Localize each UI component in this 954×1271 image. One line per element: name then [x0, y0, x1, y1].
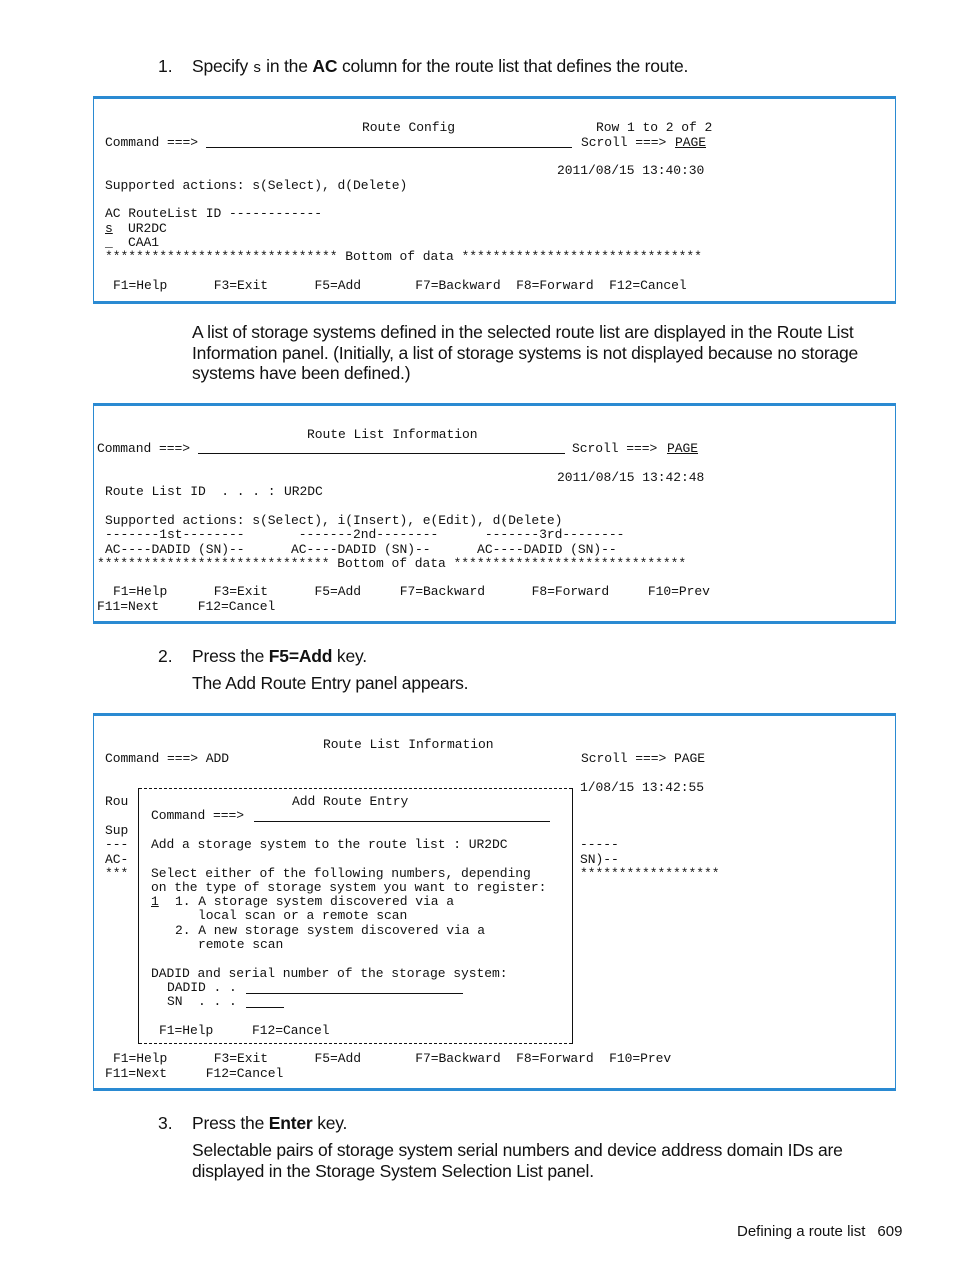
- step-number: 2.: [158, 646, 173, 666]
- dialog-title: Add Route Entry: [292, 794, 409, 809]
- action-field[interactable]: s: [105, 221, 113, 236]
- scroll-label: Scroll ===>: [581, 135, 667, 150]
- command-input[interactable]: [206, 147, 572, 148]
- rows-info: Row 1 to 2 of 2: [596, 120, 713, 135]
- paragraph: A list of storage systems defined in the selected route list are displayed in the Route List Information panel. (Initially, a list of storage systems is not displayed because no storage systems have been defined.): [192, 322, 859, 383]
- step-result: Selectable pairs of storage system serial numbers and device address domain IDs are displayed in the Storage System Selection List panel.: [192, 1140, 843, 1181]
- command-label: Command ===>: [105, 135, 199, 150]
- list-header: AC RouteList ID ------------: [105, 206, 323, 221]
- dadid-label: DADID . .: [167, 980, 237, 995]
- instruction-text: Select either of the following numbers, depending: [151, 866, 531, 881]
- scroll-label: Scroll ===>: [572, 441, 658, 456]
- step-number: 1.: [158, 56, 173, 76]
- function-keys: F11=Next F12=Cancel: [97, 599, 276, 614]
- page-footer: [737, 1223, 902, 1240]
- step-text-part: Press the: [192, 646, 269, 666]
- panel-title: Route Config: [362, 120, 456, 135]
- sn-label: SN . . .: [167, 994, 237, 1009]
- bold-term: AC: [312, 56, 338, 76]
- command-input[interactable]: [198, 453, 565, 454]
- dialog-bottom-border: [139, 1043, 572, 1044]
- scroll-value[interactable]: PAGE: [667, 441, 699, 456]
- choice-input[interactable]: 1: [151, 894, 159, 909]
- background-fragment: ---: [105, 837, 129, 852]
- dadid-input[interactable]: [246, 993, 463, 994]
- page-number: 609: [877, 1223, 903, 1240]
- background-fragment: SN)--: [580, 852, 619, 867]
- routelist-id: CAA1: [128, 235, 160, 250]
- bold-term: F5=Add: [268, 646, 333, 666]
- column-groups: -------1st-------- -------2nd-------- -------3rd--------: [105, 527, 625, 542]
- route-list-information-panel: [93, 403, 896, 624]
- step-text-part: key.: [312, 1113, 348, 1133]
- background-fragment: Sup: [105, 823, 129, 838]
- background-fragment: ******************: [580, 866, 720, 881]
- command-line: Command ===> ADD: [105, 751, 230, 766]
- panel-title: Route List Information: [307, 427, 478, 442]
- step-result: The Add Route Entry panel appears.: [192, 673, 469, 693]
- supported-actions: Supported actions: s(Select), d(Delete): [105, 178, 408, 193]
- add-route-entry-panel: [93, 713, 896, 1091]
- option-text: 2. A new storage system discovered via a: [175, 923, 486, 938]
- instruction-text: on the type of storage system you want to register:: [151, 880, 547, 895]
- supported-actions: Supported actions: s(Select), i(Insert), e(Edit), d(Delete): [105, 513, 563, 528]
- function-keys: F1=Help F3=Exit F5=Add F7=Backward F8=Forward F10=Prev: [113, 1051, 672, 1066]
- background-fragment: AC-: [105, 852, 129, 867]
- dialog-command-label: Command ===>: [151, 808, 245, 823]
- route-config-panel: [93, 96, 896, 304]
- inline-code: s: [252, 60, 262, 77]
- footer-section: Defining a route list: [737, 1223, 866, 1240]
- step-text-part: key.: [332, 646, 367, 666]
- step-text-part: Press the: [192, 1113, 269, 1133]
- option-text: local scan or a remote scan: [198, 908, 408, 923]
- add-storage-line: Add a storage system to the route list : UR2DC: [151, 837, 508, 852]
- background-fragment: Rou: [105, 794, 129, 809]
- timestamp: 2011/08/15 13:40:30: [557, 163, 705, 178]
- dialog-command-input[interactable]: [254, 821, 550, 822]
- dialog-function-keys: F1=Help F12=Cancel: [159, 1023, 330, 1038]
- function-keys: F1=Help F3=Exit F5=Add F7=Backward F8=Forward F10=Prev: [113, 584, 710, 599]
- step-number: 3.: [158, 1113, 173, 1133]
- bottom-of-data: ****************************** Bottom of data ******************************: [97, 556, 687, 571]
- step-text: [192, 1113, 347, 1134]
- function-keys: F11=Next F12=Cancel: [105, 1066, 284, 1081]
- routelist-id: UR2DC: [128, 221, 167, 236]
- sn-input[interactable]: [246, 1007, 284, 1008]
- scroll-value[interactable]: PAGE: [675, 135, 707, 150]
- command-label: Command ===>: [97, 441, 191, 456]
- background-fragment: -----: [580, 837, 619, 852]
- bottom-of-data: ****************************** Bottom of data *******************************: [105, 249, 702, 264]
- dialog-top-border: [139, 788, 572, 789]
- background-fragment: ***: [105, 866, 129, 881]
- step-text-part: Specify: [192, 56, 253, 76]
- bold-term: Enter: [268, 1113, 313, 1133]
- step-text: [192, 646, 367, 667]
- column-headers: AC----DADID (SN)-- AC----DADID (SN)-- AC----DADID (SN)--: [105, 542, 617, 557]
- dadid-header: DADID and serial number of the storage system:: [151, 966, 508, 981]
- step-text-part: in the: [261, 56, 313, 76]
- timestamp: 2011/08/15 13:42:48: [557, 470, 705, 485]
- option-text: 1. A storage system discovered via a: [175, 894, 455, 909]
- step-text: [192, 56, 688, 80]
- panel-title: Route List Information: [323, 737, 494, 752]
- scroll-line: Scroll ===> PAGE: [581, 751, 706, 766]
- route-list-id-value: UR2DC: [284, 484, 323, 499]
- action-field[interactable]: _: [105, 235, 113, 250]
- route-list-id-label: Route List ID . . . :: [105, 484, 276, 499]
- step-text-part: column for the route list that defines the route.: [337, 56, 689, 76]
- option-text: remote scan: [198, 937, 284, 952]
- function-keys: F1=Help F3=Exit F5=Add F7=Backward F8=Forward F12=Cancel: [113, 278, 687, 293]
- timestamp-partial: 1/08/15 13:42:55: [580, 780, 705, 795]
